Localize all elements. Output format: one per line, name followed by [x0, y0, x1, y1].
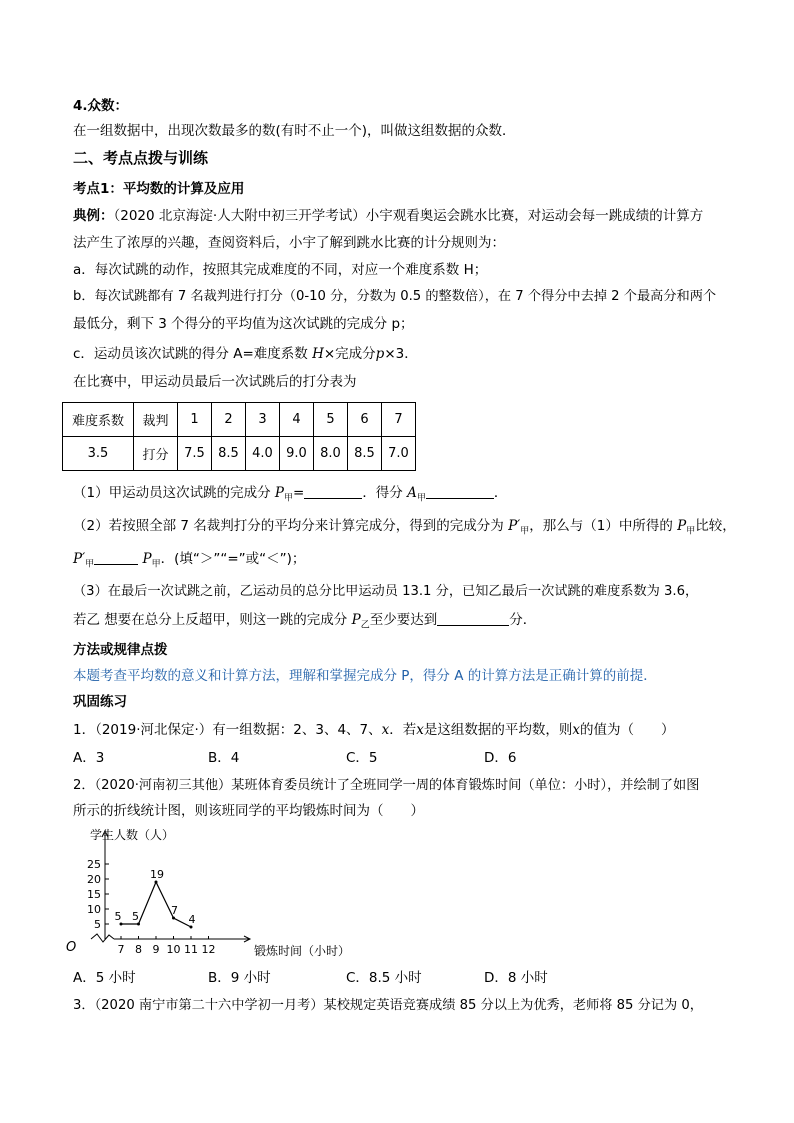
table-cell: 打分: [134, 437, 178, 471]
x-tick-label: 12: [201, 943, 216, 956]
option-a[interactable]: A．3: [73, 750, 105, 766]
section-text: 在一组数据中，出现次数最多的数(有时不止一个)，叫做这组数据的众数．: [73, 123, 516, 139]
practice-3-line-1: 3．（2020 南宁市第二十六中学初一月考）某校规定英语竞赛成绩 85 分以上为优秀，老师将 85 分记为 0，: [73, 998, 703, 1013]
x-tick-label: 9: [152, 943, 160, 956]
table-cell: 3.5: [63, 437, 134, 471]
x-tick-label: 10: [166, 943, 181, 956]
table-cell: 9.0: [280, 437, 314, 471]
answer-blank[interactable]: [94, 550, 138, 565]
A-jia-symbol: $A_甲$: [407, 485, 426, 504]
table-cell: 8.0: [314, 437, 348, 471]
practice-2-line-1: 2．（2020·河南初三其他）某班体育委员统计了全班同学一周的体育锻炼时间（单位：小时），并绘制了如图: [73, 778, 700, 793]
answer-blank[interactable]: [426, 484, 494, 499]
P-jia-symbol: $P_甲$: [677, 518, 696, 537]
table-cell: 3: [246, 403, 280, 437]
p-symbol: p: [375, 346, 385, 362]
y-tick-label: 15: [87, 888, 101, 901]
axis-break: [91, 934, 114, 942]
method-text: 本题考查平均数的意义和计算方法，理解和掌握完成分 P，得分 A 的计算方法是正确计算的前提．: [73, 668, 657, 684]
option-d[interactable]: D．8 小时: [484, 970, 548, 986]
data-label: 4: [188, 913, 196, 926]
table-intro: 在比赛中，甲运动员最后一次试跳后的打分表为: [73, 374, 357, 390]
table-cell: 4.0: [246, 437, 280, 471]
line-chart: [62, 825, 362, 960]
P-jia-symbol: $P_甲$: [274, 485, 293, 504]
example-line-2: 法产生了浓厚的兴趣，查阅资料后，小宇了解到跳水比赛的计分规则为：: [73, 235, 505, 251]
x-symbol: x: [572, 722, 581, 738]
answer-blank[interactable]: [304, 484, 362, 499]
x-tick-label: 11: [184, 943, 198, 956]
table-cell: 2: [212, 403, 246, 437]
table-cell: 7: [382, 403, 416, 437]
practice-1: 1．（2019·河北保定·）有一组数据：2、3、4、7、x．若x是这组数据的平均数，则x的值为（ ）: [73, 722, 675, 738]
section-title: 4.众数：: [73, 98, 129, 114]
option-d[interactable]: D．6: [484, 750, 517, 766]
x-tick-label: 8: [135, 943, 142, 956]
data-label: 5: [132, 910, 139, 923]
table-cell: 7.5: [178, 437, 212, 471]
practice-2-options: [73, 968, 548, 988]
example-line-1: [73, 206, 703, 226]
question-3-line-1: （3）在最后一次试跳之前，乙运动员的总分比甲运动员 13.1 分，已知乙最后一次试跳的难度系数为 3.6，: [73, 584, 699, 599]
part-heading: 二、考点点拨与训练: [73, 149, 209, 167]
question-2-fill: $P'_甲$ $P_甲$．(填“＞”“=”或“＜”)；: [73, 551, 306, 570]
data-label: 7: [171, 904, 178, 917]
example-label: 典例：: [73, 208, 114, 224]
score-table: [62, 402, 416, 471]
question-2: （2）若按照全部 7 名裁判打分的平均分来计算完成分，得到的完成分为 $P'_甲$，那么与（1）中所得的 $P_甲$比较，: [73, 518, 736, 537]
option-c[interactable]: C．8.5 小时: [346, 970, 422, 986]
option-c[interactable]: C．5: [346, 750, 378, 766]
table-cell: 1: [178, 403, 212, 437]
data-label: 5: [114, 910, 122, 923]
P-prime-jia-symbol: $P'_甲$: [73, 551, 95, 570]
question-1: （1）甲运动员这次试跳的完成分 $P_甲=$ ．得分 $A_甲$ ．: [73, 485, 508, 504]
P-yi-symbol: $P_乙$: [351, 612, 370, 631]
y-tick-label: 5: [94, 918, 101, 931]
x-tick-label: 7: [117, 943, 125, 956]
origin-label: O: [66, 940, 77, 955]
practice-1-options: [73, 748, 516, 768]
P-prime-jia-symbol: $P'_甲$: [508, 518, 530, 537]
data-label: 19: [150, 868, 164, 881]
table-row: [63, 403, 416, 437]
table-cell: 8.5: [348, 437, 382, 471]
answer-blank[interactable]: [437, 611, 509, 626]
y-tick-label: 10: [87, 903, 101, 916]
table-cell: 6: [348, 403, 382, 437]
option-a[interactable]: A．5 小时: [73, 970, 136, 986]
rule-c: c．运动员该次试跳的得分 A=难度系数 H×完成分p×3．: [73, 346, 418, 362]
practice-heading: 巩固练习: [73, 694, 127, 710]
practice-2-line-2: 所示的折线统计图，则该班同学的平均锻炼时间为（ ）: [73, 803, 424, 819]
P-jia-symbol: $P_甲$: [142, 551, 161, 570]
rule-b-2: 最低分，剩下 3 个得分的平均值为这次试跳的完成分 p；: [73, 316, 414, 332]
option-b[interactable]: B．4: [208, 750, 240, 766]
table-cell: 8.5: [212, 437, 246, 471]
table-cell: 4: [280, 403, 314, 437]
H-symbol: H: [312, 346, 324, 362]
table-cell: 难度系数: [63, 403, 134, 437]
x-symbol: x: [416, 722, 424, 738]
y-tick-label: 20: [87, 873, 101, 886]
method-heading: 方法或规律点拨: [73, 642, 168, 658]
option-b[interactable]: B．9 小时: [208, 970, 271, 986]
x-axis-label: 锻炼时间（小时）: [254, 944, 351, 958]
x-symbol: x: [381, 722, 390, 738]
example-text: （2020 北京海淀·人大附中初三开学考试）小宇观看奥运会跳水比赛，对运动会每一跳成绩的计算方: [113, 208, 704, 224]
rule-a: a．每次试跳的动作，按照其完成难度的不同，对应一个难度系数 H；: [73, 262, 488, 278]
table-cell: 裁判: [134, 403, 178, 437]
rule-b-1: b．每次试跳都有 7 名裁判进行打分（0-10 分，分数为 0.5 的整数倍），在 7 个得分中去掉 2 个最高分和两个: [73, 289, 717, 304]
y-axis-label: 学生人数（人）: [90, 828, 175, 842]
table-row: [63, 437, 416, 471]
table-cell: 7.0: [382, 437, 416, 471]
kp-heading: 考点1：平均数的计算及应用: [73, 181, 245, 197]
question-3-line-2: 若乙 想要在总分上反超甲，则这一跳的完成分 $P_乙$至少要达到 分．: [73, 612, 537, 631]
y-tick-label: 25: [87, 858, 101, 871]
table-cell: 5: [314, 403, 348, 437]
